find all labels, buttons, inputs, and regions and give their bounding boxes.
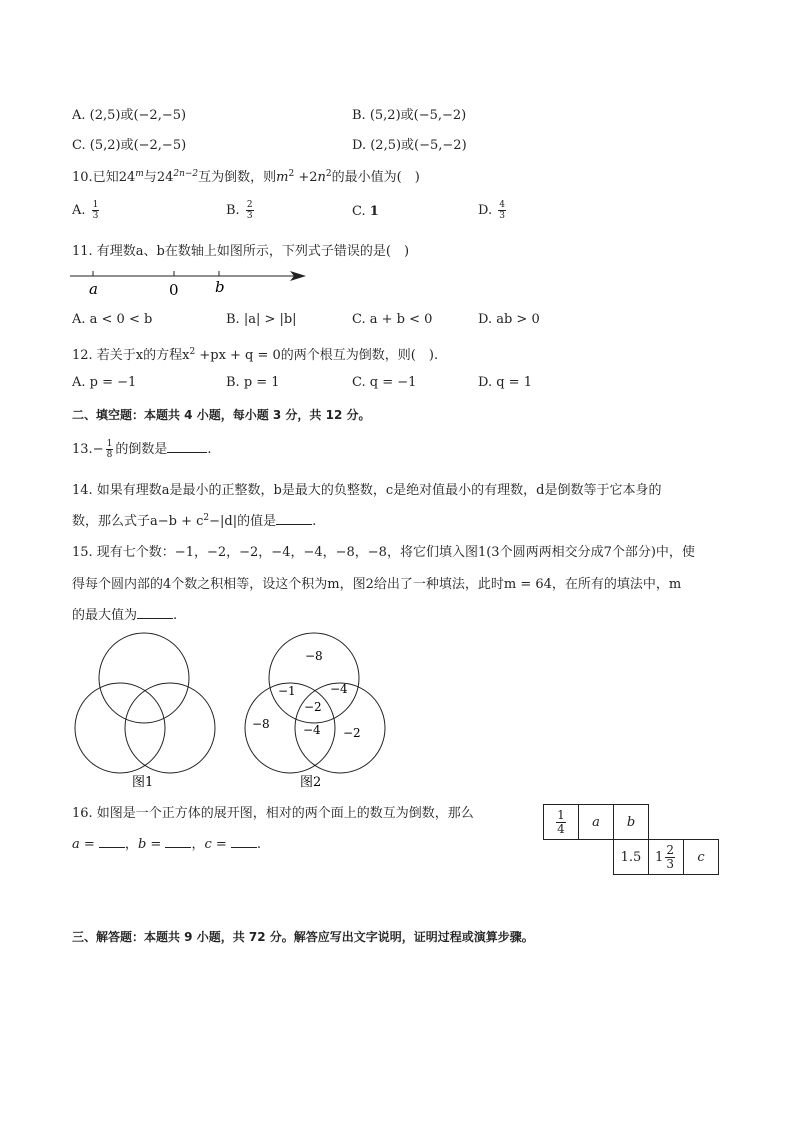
axis-label-b: b xyxy=(215,278,225,296)
q16-end: . xyxy=(256,837,262,852)
q10-option-a-label: A. xyxy=(72,203,86,218)
q14-square: 2 xyxy=(203,513,210,523)
q16-c-label: c = xyxy=(204,837,227,852)
number-line-figure xyxy=(68,264,318,298)
fig2-value-top-left: −1 xyxy=(278,684,296,698)
q13-fraction xyxy=(106,439,114,460)
q10-option-b-fraction xyxy=(246,200,254,221)
q10-exponent-2: 2n−2 xyxy=(173,169,199,179)
q11-option-b: B. |a| > |b| xyxy=(226,312,297,327)
q12-text-2: +px + q = 0的两个根互为倒数，则( ). xyxy=(195,348,439,363)
q10-option-b xyxy=(226,200,256,221)
section-3-heading: 三、解答题：本题共 9 小题，共 72 分。解答应写出文字说明，证明过程或演算步骤。 xyxy=(72,930,534,944)
q15-end: . xyxy=(173,608,178,623)
q10-base-1: 24 xyxy=(118,170,136,185)
q10-text-1: 已知 xyxy=(92,170,119,185)
q12-option-d: D. q = 1 xyxy=(478,375,532,390)
q10-plus: +2 xyxy=(294,170,318,185)
q16-separator-2: ， xyxy=(191,837,205,852)
net-cell-c: c xyxy=(683,839,719,875)
q10-option-a xyxy=(72,200,101,221)
fig1-caption: 图1 xyxy=(132,775,154,790)
q14-end: . xyxy=(312,514,317,529)
fig1-circle-right xyxy=(125,683,215,773)
q15-line-3 xyxy=(72,604,177,623)
q10-option-d-fraction xyxy=(498,200,506,221)
cube-net xyxy=(543,804,719,876)
fig2-caption: 图2 xyxy=(300,775,322,790)
q9-option-b: B. (5,2)或(−5,−2) xyxy=(352,108,467,123)
figure-1 xyxy=(75,633,215,790)
fraction-numerator: 2 xyxy=(666,842,674,857)
q10-square-1: 2 xyxy=(288,169,295,179)
q10-option-c-value: 1 xyxy=(369,204,379,219)
q14-text-a: 数，那么式子a−b + c xyxy=(72,514,204,529)
q16-separator-1: ， xyxy=(124,837,138,852)
fig2-value-top-right: −4 xyxy=(330,682,348,696)
q13-number: 13. xyxy=(72,442,93,457)
q10-option-c-label: C. xyxy=(352,204,366,219)
q11-option-d: D. ab > 0 xyxy=(478,312,540,327)
q12-question xyxy=(72,344,438,363)
q12-option-a: A. p = −1 xyxy=(72,375,137,390)
q16-a-label: a = xyxy=(72,837,95,852)
q12-text-1: 12. 若关于x的方程x xyxy=(72,348,190,363)
fraction-denominator: 3 xyxy=(92,211,99,221)
q16-b-blank[interactable] xyxy=(165,835,191,848)
axis-label-zero: 0 xyxy=(169,281,179,298)
q15-text: 的最大值为 xyxy=(72,608,138,623)
fraction-denominator: 8 xyxy=(106,450,113,460)
q12-option-c: C. q = −1 xyxy=(352,375,417,390)
fraction-denominator: 4 xyxy=(557,821,565,836)
q10-option-d xyxy=(478,200,508,221)
q10-number: 10. xyxy=(72,170,93,185)
fraction-numerator: 4 xyxy=(499,200,505,210)
q10-var-m: m xyxy=(276,170,289,185)
axis-label-a: a xyxy=(89,280,98,298)
fraction-numerator: 1 xyxy=(92,200,99,210)
fig2-value-bottom-center: −4 xyxy=(303,723,321,737)
fig1-circle-left xyxy=(75,683,165,773)
q13-minus: − xyxy=(92,442,104,457)
mixed-fraction xyxy=(665,844,675,871)
q10-question xyxy=(72,166,420,185)
q11-option-c: C. a + b < 0 xyxy=(352,312,433,327)
q11-option-a: A. a < 0 < b xyxy=(72,312,153,327)
q16-b-label: b = xyxy=(137,837,162,852)
q15-answer-blank[interactable] xyxy=(137,606,173,619)
q10-option-a-fraction xyxy=(92,200,100,221)
net-fraction xyxy=(556,809,566,836)
q10-option-c xyxy=(352,204,379,219)
q16-c-blank[interactable] xyxy=(231,835,257,848)
q16-line-2 xyxy=(72,833,261,852)
q16-a-blank[interactable] xyxy=(99,835,125,848)
fraction-numerator: 2 xyxy=(246,200,253,210)
q9-option-a: A. (2,5)或(−2,−5) xyxy=(72,108,187,123)
q9-option-d: D. (2,5)或(−5,−2) xyxy=(352,138,467,153)
q13-text: 的倒数是 xyxy=(115,442,168,457)
fig1-circle-top xyxy=(99,633,189,723)
net-cell-mixed xyxy=(648,839,684,875)
fraction-denominator: 3 xyxy=(246,211,253,221)
fraction-numerator: 1 xyxy=(106,439,113,449)
net-cell-1-5: 1.5 xyxy=(613,839,649,875)
section-2-heading: 二、填空题：本题共 4 小题，每小题 3 分，共 12 分。 xyxy=(72,408,371,422)
fraction-denominator: 3 xyxy=(499,211,505,221)
q14-line-1: 14. 如果有理数a是最小的正整数，b是最大的负整数，c是绝对值最小的有理数，d是倒数等于它本身的 xyxy=(72,483,662,498)
q14-line-2 xyxy=(72,510,316,529)
q14-text-b: −|d|的值是 xyxy=(209,514,277,529)
q13-answer-blank[interactable] xyxy=(167,440,207,453)
figure-2 xyxy=(245,633,385,790)
q10-text-4: 的最小值为( ) xyxy=(331,170,420,185)
q12-square: 2 xyxy=(189,347,196,357)
q10-square-2: 2 xyxy=(325,169,332,179)
net-cell-quarter xyxy=(543,804,579,840)
q16-line-1: 16. 如图是一个正方体的展开图，相对的两个面上的数互为倒数，那么 xyxy=(72,806,474,821)
q11-question: 11. 有理数a、b在数轴上如图所示，下列式子错误的是( ) xyxy=(72,244,410,259)
fraction-numerator: 1 xyxy=(557,807,565,822)
q12-option-b: B. p = 1 xyxy=(226,375,280,390)
q10-option-d-label: D. xyxy=(478,203,493,218)
fig2-value-left: −8 xyxy=(252,717,270,731)
q13-question xyxy=(72,438,211,460)
q13-end: . xyxy=(207,442,212,457)
fig2-value-top: −8 xyxy=(305,649,323,663)
fig2-value-center: −2 xyxy=(304,700,322,714)
net-cell-b: b xyxy=(613,804,649,840)
fraction-denominator: 3 xyxy=(666,856,674,871)
q10-text-3: 互为倒数，则 xyxy=(198,170,277,185)
q10-base-2: 24 xyxy=(156,170,174,185)
q15-line-2: 得每个圆内部的4个数之积相等，设这个积为m，图2给出了一种填法，此时m = 64，在所有的填法中，m xyxy=(72,577,682,592)
mixed-whole: 1 xyxy=(655,849,664,865)
q10-option-b-label: B. xyxy=(226,203,240,218)
fig2-value-right: −2 xyxy=(343,726,361,740)
net-cell-a: a xyxy=(578,804,614,840)
q14-answer-blank[interactable] xyxy=(276,512,312,525)
q10-exponent-1: m xyxy=(135,169,144,179)
q15-line-1: 15. 现有七个数：−1，−2，−2，−4，−4，−8，−8，将它们填入图1(3个圆两两相交分成7个部分)中，使 xyxy=(72,545,695,560)
venn-figures xyxy=(68,630,398,794)
q9-option-c: C. (5,2)或(−2,−5) xyxy=(72,138,187,153)
q10-var-n: n xyxy=(317,170,326,185)
q10-text-2: 与 xyxy=(143,170,157,185)
